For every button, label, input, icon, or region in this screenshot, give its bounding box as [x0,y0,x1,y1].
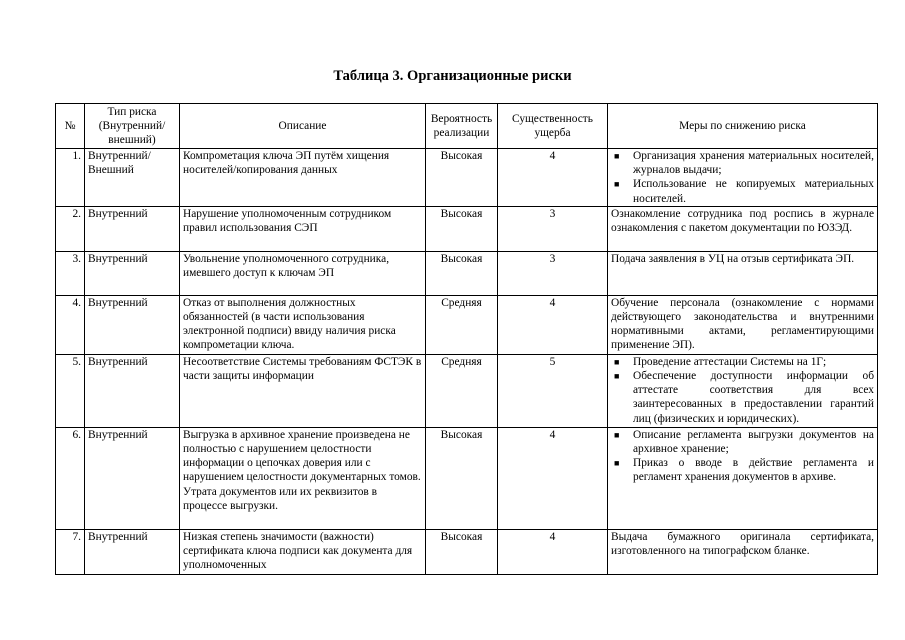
cell-risk-type: Внутренний [85,354,180,427]
cell-description: Увольнение уполномоченного сотрудника, имевшего доступ к ключам ЭП [180,251,426,295]
cell-significance: 4 [498,149,608,207]
cell-mitigation: Выдача бумажного оригинала сертификата, изготовленного на типографском бланке. [608,529,878,574]
cell-num: 3. [56,251,85,295]
cell-significance: 4 [498,427,608,529]
mitigation-text: Описание регламента выгрузки документов на архивное хранение; [633,428,874,456]
table-row [56,427,878,529]
cell-num: 5. [56,354,85,427]
cell-num: 2. [56,206,85,251]
mitigation-item [611,149,874,177]
bullet-icon: ■ [614,458,620,469]
bullet-icon: ■ [614,179,620,190]
bullet-icon: ■ [614,356,620,367]
cell-probability: Высокая [426,149,498,207]
table-header-row [56,104,878,149]
table-row [56,149,878,207]
mitigation-text: Проведение аттестации Системы на 1Г; [633,355,827,368]
cell-description: Нарушение уполномоченным сотрудником правил использования СЭП [180,206,426,251]
table-row [56,529,878,574]
cell-significance: 3 [498,251,608,295]
header-mitigation: Меры по снижению риска [608,104,878,149]
cell-probability: Высокая [426,206,498,251]
mitigation-item [611,369,874,426]
cell-description: Отказ от выполнения должностных обязанностей (в части использования электронной подписи) ввиду наличия риска компрометации ключа. [180,295,426,354]
cell-probability: Высокая [426,427,498,529]
cell-description: Компрометация ключа ЭП путём хищения носителей/копирования данных [180,149,426,207]
header-description: Описание [180,104,426,149]
cell-mitigation: Подача заявления в УЦ на отзыв сертификата ЭП. [608,251,878,295]
risk-table [55,103,878,575]
cell-num: 4. [56,295,85,354]
cell-risk-type: Внутренний [85,427,180,529]
cell-risk-type: Внутренний/ Внешний [85,149,180,207]
cell-description: Несоответствие Системы требованиям ФСТЭК в части защиты информации [180,354,426,427]
cell-mitigation: Обучение персонала (ознакомление с нормами действующего законодательства и внутренними нормативными актами, регламентирующими применение ЭП). [608,295,878,354]
table-title: Таблица 3. Организационные риски [333,68,572,84]
mitigation-text: Приказ о вводе в действие регламента и регламент хранения документов в архиве. [633,457,874,484]
cell-probability: Средняя [426,354,498,427]
cell-significance: 3 [498,206,608,251]
mitigation-item [611,428,874,456]
cell-significance: 4 [498,295,608,354]
bullet-icon: ■ [614,371,620,382]
mitigation-text: Обеспечение доступности информации об аттестате соответствия для всех заинтересованных в предоставлении гарантий лиц (физических и юридических). [633,370,874,425]
cell-num: 1. [56,149,85,207]
cell-description: Выгрузка в архивное хранение произведена не полностью с нарушением целостности информации о цепочках доверия или с нарушением целостности документарных томов. Утрата документов или их реквизитов в процессе выгрузки. [180,427,426,529]
mitigation-text: Использование не копируемых материальных носителей. [633,178,874,205]
cell-risk-type: Внутренний [85,206,180,251]
mitigation-item [611,456,874,484]
table-row [56,251,878,295]
mitigation-item [611,177,874,205]
bullet-icon: ■ [614,429,620,440]
cell-probability: Средняя [426,295,498,354]
cell-num: 6. [56,427,85,529]
cell-significance: 4 [498,529,608,574]
table-row [56,206,878,251]
cell-risk-type: Внутренний [85,529,180,574]
mitigation-text: Организация хранения материальных носителей, журналов выдачи; [633,150,874,177]
cell-mitigation [608,354,878,427]
cell-probability: Высокая [426,529,498,574]
header-num: № [56,104,85,149]
cell-risk-type: Внутренний [85,295,180,354]
cell-description: Низкая степень значимости (важности) сертификата ключа подписи как документа для уполномоченных [180,529,426,574]
header-significance: Существенность ущерба [498,104,608,149]
cell-num: 7. [56,529,85,574]
bullet-icon: ■ [614,151,620,161]
header-risk-type: Тип риска (Внутренний/ внешний) [85,104,180,149]
cell-mitigation: Ознакомление сотрудника под роспись в журнале ознакомления с пакетом документации по ЮЗЭД. [608,206,878,251]
header-probability: Вероятность реализации [426,104,498,149]
mitigation-item [611,355,874,369]
table-row [56,354,878,427]
cell-probability: Высокая [426,251,498,295]
cell-mitigation [608,149,878,207]
cell-risk-type: Внутренний [85,251,180,295]
cell-mitigation [608,427,878,529]
table-row [56,295,878,354]
cell-significance: 5 [498,354,608,427]
